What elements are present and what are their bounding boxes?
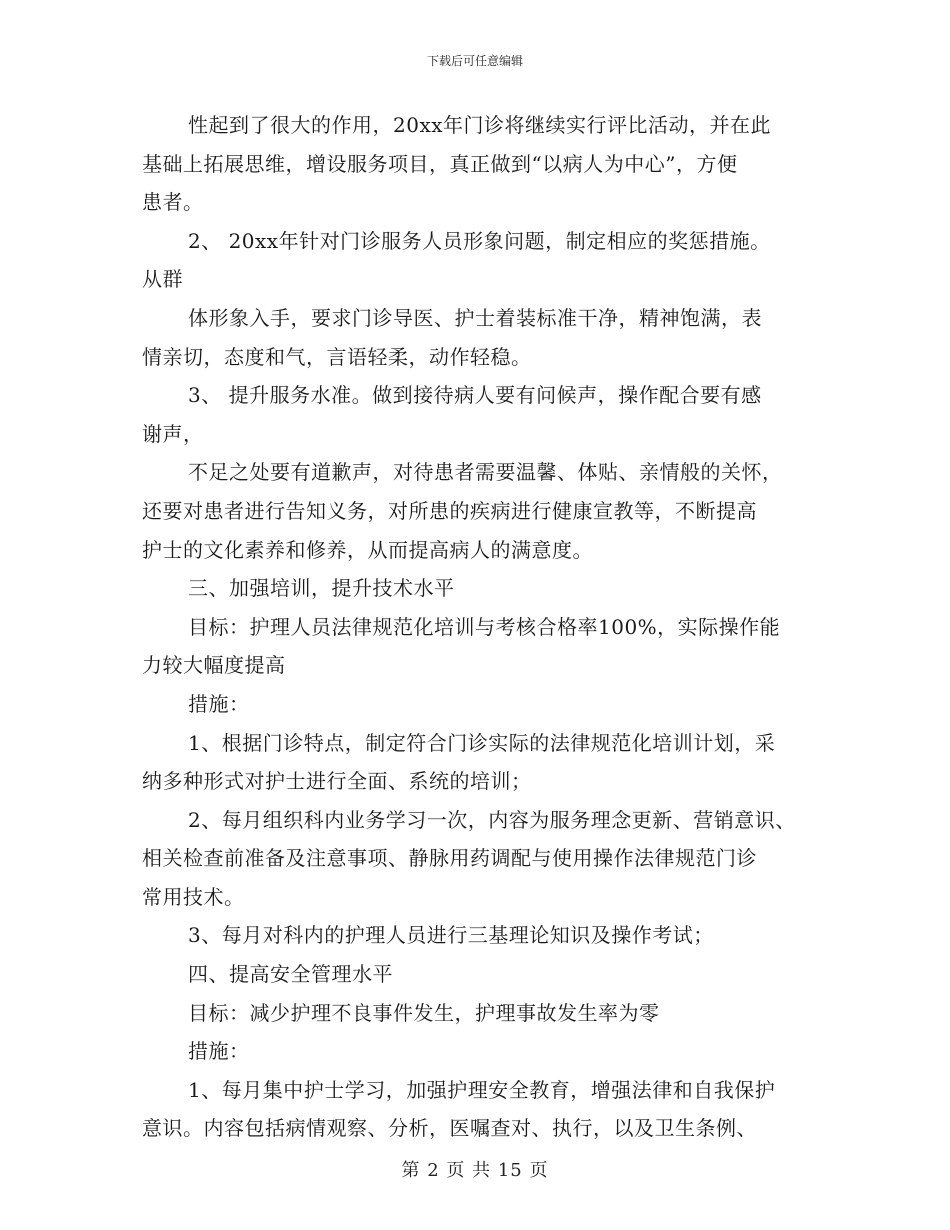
text-line: 从群 [142, 267, 183, 292]
text-line: 纳多种形式对护士进行全面、系统的培训； [142, 769, 532, 794]
text-line: 措施： [188, 691, 250, 716]
text-line: 体形象入手，要求门诊导医、护士着装标准干净，精神饱满，表 [188, 305, 762, 330]
text-line: 3、 提升服务水准。做到接待病人要有问候声，操作配合要有感 [188, 383, 762, 408]
text-line: 常用技术。 [142, 884, 245, 909]
text-line: 护士的文化素养和修养，从而提高病人的满意度。 [142, 537, 593, 562]
text-line: 2、 20xx年针对门诊服务人员形象问题，制定相应的奖惩措施。 [188, 228, 771, 253]
document-body [142, 106, 814, 1148]
page-header-note: 下载后可任意编辑 [426, 54, 523, 68]
text-line: 谢声， [142, 421, 204, 446]
text-line: 目标：减少护理不良事件发生，护理事故发生率为零 [188, 1000, 660, 1025]
text-line: 还要对患者进行告知义务，对所患的疾病进行健康宣教等，不断提高 [142, 498, 757, 523]
text-line: 性起到了很大的作用，20xx年门诊将继续实行评比活动，并在此 [188, 113, 772, 137]
text-line: 基础上拓展思维，增设服务项目，真正做到“以病人为中心”，方便 [142, 151, 738, 176]
text-line: 3、每月对科内的护理人员进行三基理论知识及操作考试； [188, 923, 714, 948]
text-line: 不足之处要有道歉声，对待患者需要温馨、体贴、亲情般的关怀， [188, 460, 783, 485]
text-line: 意识。内容包括病情观察、分析，医嘱查对、执行，以及卫生条例、 [142, 1116, 757, 1141]
text-line: 四、提高安全管理水平 [188, 962, 393, 987]
text-line: 患者。 [142, 190, 204, 215]
text-line: 相关检查前准备及注意事项、静脉用药调配与使用操作法律规范门诊 [142, 846, 757, 871]
text-line: 1、根据门诊特点，制定符合门诊实际的法律规范化培训计划，采 [188, 730, 776, 755]
page-number-footer: 第 2 页 共 15 页 [401, 1160, 549, 1181]
text-line: 力较大幅度提高 [142, 653, 286, 678]
text-line: 情亲切，态度和气，言语轻柔，动作轻稳。 [142, 344, 532, 369]
text-line: 2、每月组织科内业务学习一次，内容为服务理念更新、营销意识、 [188, 807, 796, 832]
text-line: 措施： [188, 1039, 250, 1064]
text-line: 目标：护理人员法律规范化培训与考核合格率100%，实际操作能 [188, 614, 781, 639]
text-line: 三、加强培训，提升技术水平 [188, 576, 455, 601]
text-line: 1、每月集中护士学习，加强护理安全教育，增强法律和自我保护 [188, 1077, 776, 1102]
